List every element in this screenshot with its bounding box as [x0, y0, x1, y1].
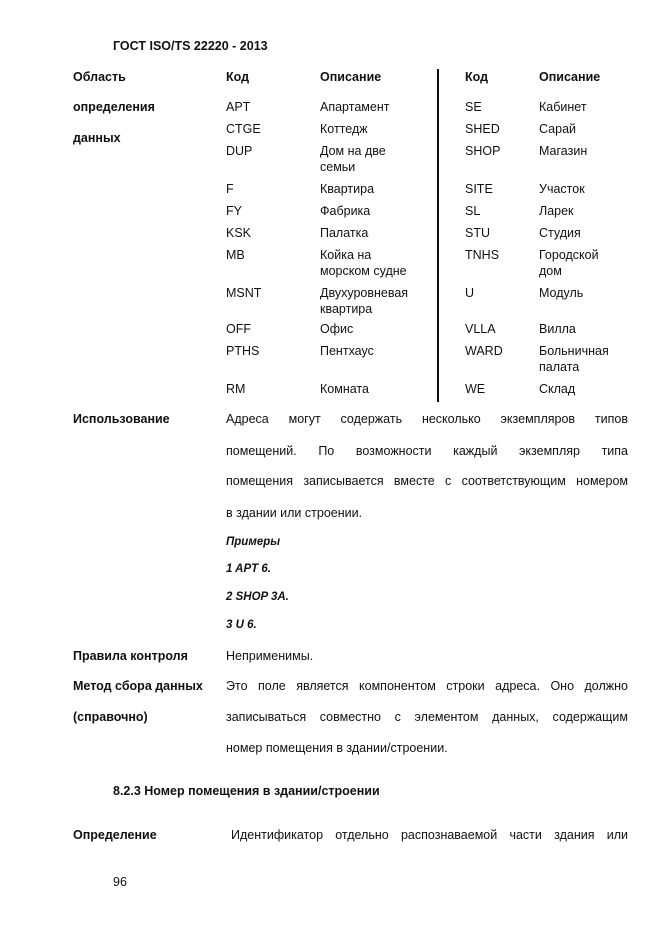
table-cell-code: SHOP — [465, 144, 501, 158]
table-cell-desc: Коттедж — [320, 122, 368, 136]
desc-line: палата — [539, 359, 580, 374]
left-code-header: Код — [226, 70, 250, 84]
example-item: 2 SHOP 3A. — [226, 591, 289, 603]
table-cell-code: PTHS — [226, 344, 260, 358]
table-cell-desc: Апартамент — [320, 100, 390, 114]
collection-label-line1: Метод сбора данных — [73, 679, 203, 693]
table-cell-desc: Модуль — [539, 286, 584, 300]
table-cell-code: STU — [465, 226, 490, 240]
table-cell-desc: Ларек — [539, 204, 574, 218]
usage-text-line: Адреса могут содержать несколько экземпляров типов — [226, 412, 628, 426]
example-item: 3 U 6. — [226, 619, 257, 631]
usage-text-line: в здании или строении. — [226, 506, 363, 520]
left-desc-header: Описание — [320, 70, 382, 84]
desc-line: квартира — [320, 301, 373, 316]
right-desc-header: Описание — [539, 70, 601, 84]
table-cell-desc: Магазин — [539, 144, 588, 158]
desc-line: Больничная — [539, 344, 609, 358]
usage-text-line: помещения записывается вместе с соответствующим номером — [226, 474, 628, 488]
field-label-line3: данных — [73, 131, 121, 145]
table-cell-code: SL — [465, 204, 481, 218]
table-cell-code: WARD — [465, 344, 503, 358]
table-cell-code: U — [465, 286, 475, 300]
validation-label: Правила контроля — [73, 649, 188, 663]
desc-line: дом — [539, 263, 562, 278]
table-cell-desc — [320, 248, 407, 279]
table-cell-desc: Кабинет — [539, 100, 587, 114]
desc-line: семьи — [320, 159, 356, 174]
table-cell-desc: Сарай — [539, 122, 577, 136]
field-label-line2: определения — [73, 100, 155, 114]
table-cell-code: OFF — [226, 322, 251, 336]
table-cell-desc: Офис — [320, 322, 354, 336]
examples-title: Примеры — [226, 536, 281, 548]
table-cell-desc: Комната — [320, 382, 369, 396]
collection-text-line: записываться совместно с элементом данных, содержащим — [226, 710, 628, 724]
usage-text-line: помещений. По возможности каждый экземпляр типа — [226, 444, 628, 458]
table-cell-desc: Квартира — [320, 182, 375, 196]
table-cell-code: MSNT — [226, 286, 262, 300]
table-cell-desc — [539, 248, 599, 279]
table-cell-code: RM — [226, 382, 246, 396]
column-divider — [437, 69, 439, 402]
document-header: ГОСТ ISO/TS 22220 - 2013 — [113, 39, 268, 53]
table-cell-code: MB — [226, 248, 245, 262]
table-cell-code: SE — [465, 100, 482, 114]
table-cell-desc — [320, 144, 386, 175]
desc-line: морском судне — [320, 263, 407, 278]
table-cell-desc: Палатка — [320, 226, 369, 240]
table-cell-code: APT — [226, 100, 251, 114]
table-cell-code: CTGE — [226, 122, 261, 136]
desc-line: Койка на — [320, 248, 372, 262]
collection-label-line2: (справочно) — [73, 710, 148, 724]
table-cell-desc — [539, 344, 609, 375]
table-cell-code: FY — [226, 204, 242, 218]
table-cell-desc: Участок — [539, 182, 585, 196]
collection-text-line: номер помещения в здании/строении. — [226, 741, 448, 755]
table-cell-code: WE — [465, 382, 486, 396]
table-cell-desc — [320, 286, 408, 317]
table-cell-code: SHED — [465, 122, 500, 136]
table-cell-desc: Пентхаус — [320, 344, 374, 358]
validation-value: Неприменимы. — [226, 649, 314, 663]
table-cell-desc: Вилла — [539, 322, 576, 336]
right-code-header: Код — [465, 70, 489, 84]
collection-text-line: Это поле является компонентом строки адреса. Оно должно — [226, 679, 628, 693]
definition-label: Определение — [73, 828, 157, 842]
definition-text: Идентификатор отдельно распознаваемой части здания или — [231, 828, 628, 842]
table-cell-code: VLLA — [465, 322, 496, 336]
table-cell-code: F — [226, 182, 234, 196]
usage-label: Использование — [73, 412, 170, 426]
desc-line: Дом на две — [320, 144, 386, 158]
table-cell-code: TNHS — [465, 248, 500, 262]
table-cell-desc: Склад — [539, 382, 576, 396]
table-cell-code: SITE — [465, 182, 493, 196]
section-heading: 8.2.3 Номер помещения в здании/строении — [113, 784, 380, 798]
table-cell-code: DUP — [226, 144, 253, 158]
field-label-line1: Область — [73, 70, 126, 84]
desc-line: Городской — [539, 248, 599, 262]
table-cell-desc: Студия — [539, 226, 581, 240]
page-number: 96 — [113, 875, 127, 889]
table-cell-desc: Фабрика — [320, 204, 371, 218]
desc-line: Двухуровневая — [320, 286, 409, 300]
example-item: 1 APT 6. — [226, 563, 271, 575]
table-cell-code: KSK — [226, 226, 252, 240]
